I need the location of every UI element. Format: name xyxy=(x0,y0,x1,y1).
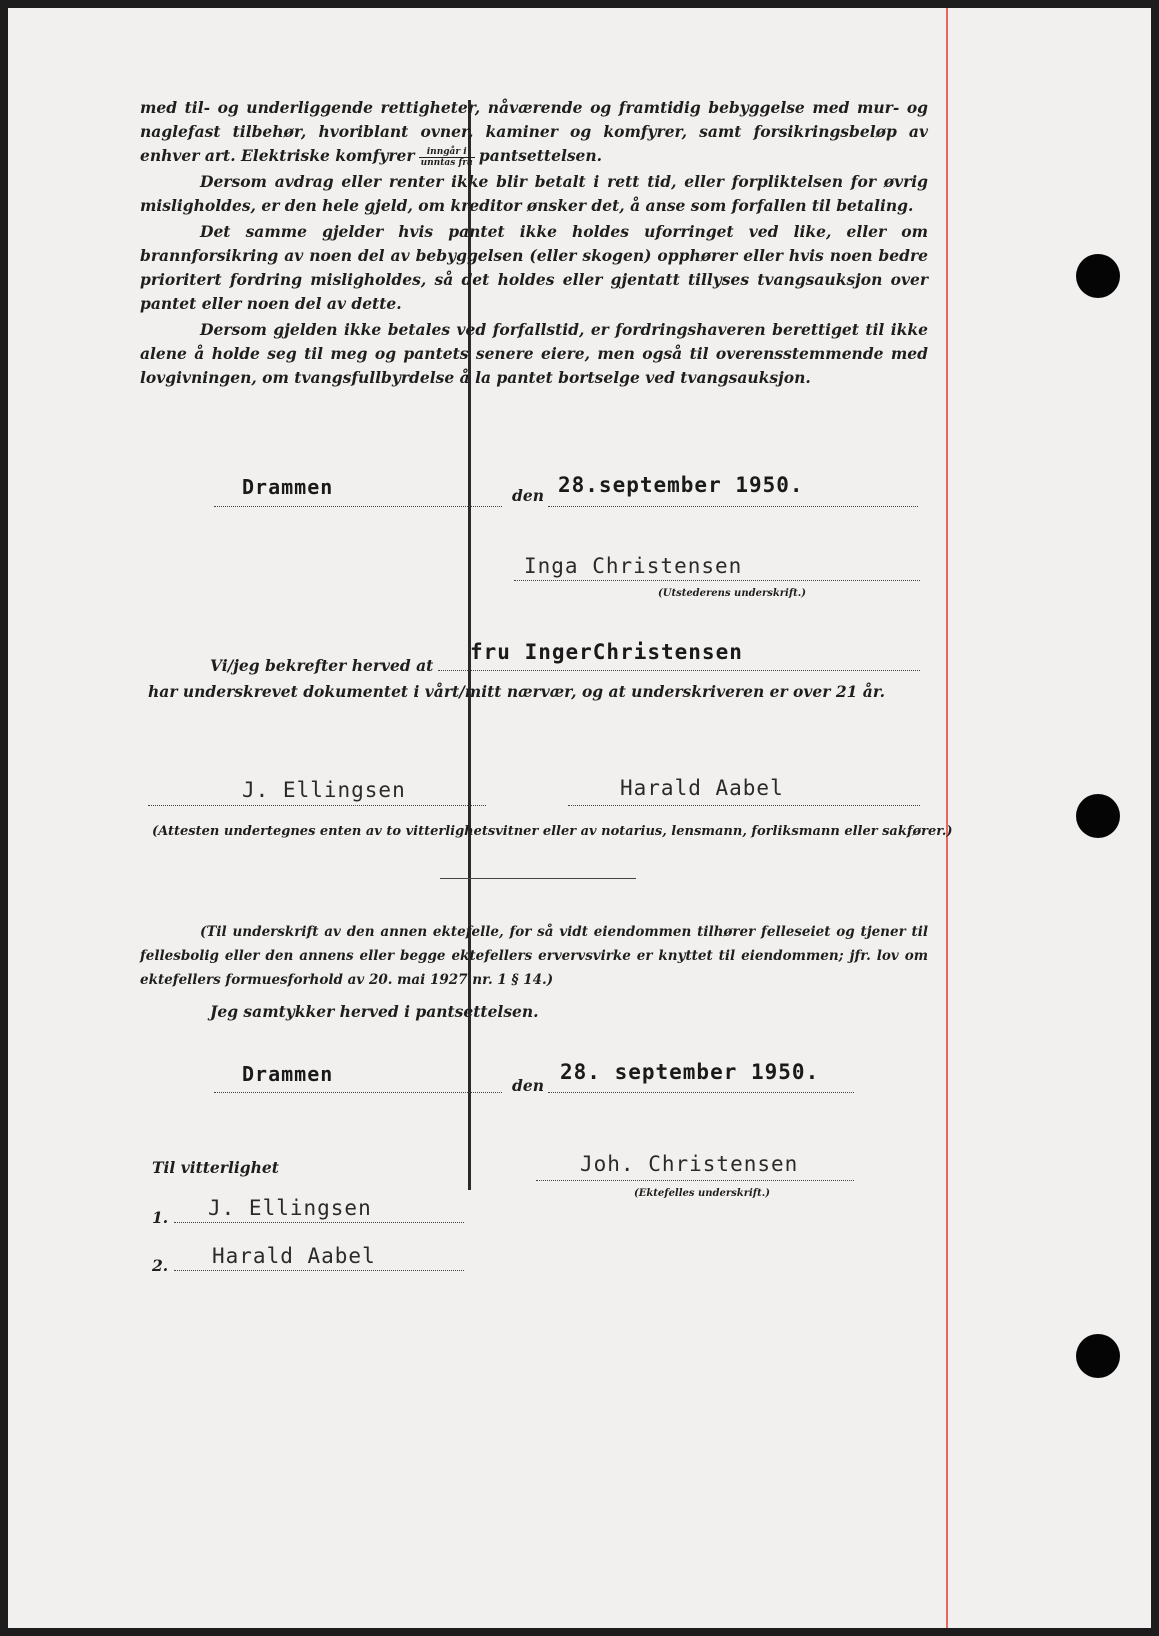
spouse-place-line xyxy=(214,1092,502,1093)
spouse-note: (Til underskrift av den annen ektefelle, for så vidt eiendommen tilhører felleseiet og tjener til fellesbolig eller den annens eller begge ektefellers ervervsvirke er knyttet til eiendommen; jfr. lov om ektefellers formuesforhold av 20. mai 1927 nr. 1 § 14.) xyxy=(140,924,928,988)
attested-person: fru IngerChristensen xyxy=(470,640,743,664)
spouse-caption: (Ektefelles underskrift.) xyxy=(634,1188,770,1199)
consent-statement: Jeg samtykker herved i pantsettelsen. xyxy=(210,1002,539,1021)
attestation-statement: har underskrevet dokumentet i vårt/mitt nærvær, og at underskriveren er over 21 år. xyxy=(148,682,885,701)
attestation-witness-1: J. Ellingsen xyxy=(242,778,406,802)
attestation-name-line xyxy=(438,670,920,671)
witness-name-2: Harald Aabel xyxy=(212,1244,376,1268)
spouse-date: 28. september 1950. xyxy=(560,1060,820,1084)
issue-date: 28.september 1950. xyxy=(558,473,804,497)
spouse-date-line xyxy=(548,1092,854,1093)
witness-name-1-line xyxy=(174,1222,464,1223)
witness-2-line xyxy=(568,805,920,806)
spouse-place: Drammen xyxy=(242,1062,334,1086)
spouse-den-label: den xyxy=(512,1076,544,1095)
place-line xyxy=(214,506,502,507)
paragraph-1: med til- og underliggende rettigheter, nåværende og framtidig bebyggelse med mur- og naglefast tilbehør, hvoriblant ovner, kaminer og komfyrer, samt forsikringsbeløp av enhver art. Elektriske komfyrer $\frac{\text{inngår i}}{\text{unntas fra}}$ pantsettelsen. xyxy=(140,98,928,168)
attestation-note: (Attesten undertegnes enten av to vitterlighetsvitner eller av notarius, lensmann, forliksmann eller sakfører.) xyxy=(152,824,953,839)
spouse-signature: Joh. Christensen xyxy=(580,1152,799,1176)
witness-name-1: J. Ellingsen xyxy=(208,1196,372,1220)
issuer-signature-line xyxy=(514,580,920,581)
witness-number-2: 2. xyxy=(152,1256,169,1275)
attestation-label: Vi/jeg bekrefter herved at xyxy=(210,656,434,675)
fraction: $\frac{\text{inngår i}}{\text{unntas fra}}$ xyxy=(420,146,473,168)
spouse-signature-line xyxy=(536,1180,854,1181)
date-line xyxy=(548,506,918,507)
divider xyxy=(440,878,636,879)
attestation-witness-2: Harald Aabel xyxy=(620,776,784,800)
margin-rule xyxy=(946,8,948,1628)
witness-1-line xyxy=(148,805,486,806)
issuer-caption: (Utstederens underskrift.) xyxy=(658,588,806,599)
punch-hole xyxy=(1076,254,1120,298)
witness-number-1: 1. xyxy=(152,1208,169,1227)
document-page xyxy=(8,8,1151,1628)
witness-name-2-line xyxy=(174,1270,464,1271)
punch-hole xyxy=(1076,794,1120,838)
paragraph-3: Det samme gjelder hvis pantet ikke holdes uforringet ved like, eller om brannforsikring av noen del av bebyggelsen (eller skogen) opphører eller hvis noen bedre prioritert fordring misligholdes, så det holdes eller gjentatt tillyses tvangsauksjon over pantet eller noen del av dette. xyxy=(140,222,928,313)
paragraph-4: Dersom gjelden ikke betales ved forfallstid, er fordringshaveren berettiget til ikke alene å holde seg til meg og pantets senere eiere, men også til overensstemmende med lovgivningen, om tvangsfullbyrdelse å la pantet bortselge ved tvangsauksjon. xyxy=(140,320,928,387)
punch-hole xyxy=(1076,1334,1120,1378)
den-label: den xyxy=(512,486,544,505)
witnessing-label: Til vitterlighet xyxy=(152,1158,279,1177)
paragraph-2: Dersom avdrag eller renter ikke blir betalt i rett tid, eller forpliktelsen for øvrig misligholdes, er den hele gjeld, om kreditor ønsker det, å anse som forfallen til betaling. xyxy=(140,172,928,215)
issue-place: Drammen xyxy=(242,475,334,499)
issuer-signature: Inga Christensen xyxy=(524,554,743,578)
